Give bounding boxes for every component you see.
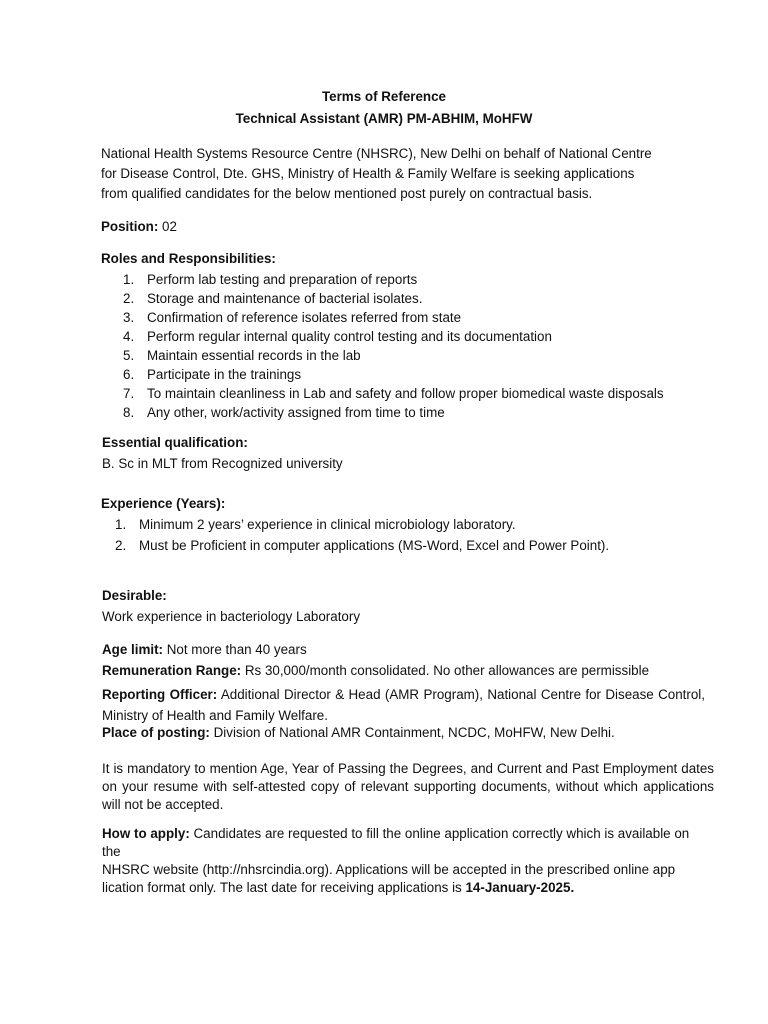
roles-heading: Roles and Responsibilities: — [101, 251, 276, 266]
list-item-text: Participate in the trainings — [147, 367, 302, 382]
apply-label: How to apply: — [102, 826, 190, 841]
list-item-number: 1. — [115, 517, 127, 532]
list-item — [101, 365, 715, 384]
mandatory-paragraph: It is mandatory to mention Age, Year of Passing the Degrees, and Current and Past Employment dates on your resume with self-attested copy of relevant supporting documents, without which applications will not be accepted. — [102, 761, 714, 812]
experience-heading: Experience (Years): — [101, 496, 226, 511]
list-item-text: Any other, work/activity assigned from time to time — [147, 405, 445, 420]
apply-line — [102, 879, 714, 897]
last-date: 14-January-2025 — [465, 880, 571, 895]
experience-section — [101, 494, 715, 557]
apply-text: Candidates are requested to fill the online application correctly which is available on the — [102, 826, 690, 859]
list-item-text: Maintain essential records in the lab — [147, 348, 361, 363]
position-label: Position: — [101, 219, 159, 234]
desirable-heading: Desirable: — [102, 588, 167, 603]
apply-paragraph — [102, 825, 714, 897]
reporting-value: Additional Director & Head (AMR Program), National Centre for Disease Control, Ministry of Health and Family Welfare. — [102, 687, 705, 723]
qualification-text: B. Sc in MLT from Recognized university — [102, 456, 343, 471]
list-item-number: 6. — [123, 367, 135, 382]
list-item — [101, 346, 715, 365]
age-line — [102, 640, 716, 659]
list-item — [101, 289, 715, 308]
age-value: Not more than 40 years — [163, 642, 307, 657]
apply-end: . — [570, 880, 575, 895]
list-item-number: 2. — [115, 538, 127, 553]
posting-value: Division of National AMR Containment, NCDC, MoHFW, New Delhi. — [209, 725, 615, 740]
list-item — [101, 327, 715, 346]
list-item-text: Perform lab testing and preparation of reports — [147, 272, 418, 287]
list-item-text: Minimum 2 years’ experience in clinical microbiology laboratory. — [139, 517, 516, 532]
intro-line: National Health Systems Resource Centre (NHSRC), New Delhi on behalf of National Centre — [101, 146, 652, 161]
list-item-number: 8. — [123, 405, 135, 420]
document-subtitle: Technical Assistant (AMR) PM-ABHIM, MoHFW — [235, 111, 533, 126]
list-item — [101, 536, 715, 555]
reporting-label: Reporting Officer: — [102, 687, 218, 702]
posting-line — [102, 723, 716, 742]
desirable-section — [102, 586, 716, 626]
remuneration-line — [102, 661, 716, 680]
intro-line: for Disease Control, Dte. GHS, Ministry of Health & Family Welfare is seeking applications — [101, 166, 635, 181]
apply-line — [102, 825, 707, 861]
list-item-text: Confirmation of reference isolates referred from state — [147, 310, 462, 325]
list-item-number: 1. — [123, 272, 135, 287]
list-item — [101, 403, 715, 422]
qualification-section — [102, 433, 716, 473]
qualification-heading: Essential qualification: — [102, 435, 248, 450]
experience-list — [101, 515, 715, 555]
list-item — [101, 515, 715, 534]
intro-paragraph — [101, 144, 715, 203]
list-item-number: 7. — [123, 386, 135, 401]
list-item-text: Perform regular internal quality control testing and its documentation — [147, 329, 552, 344]
list-item-text: Storage and maintenance of bacterial isolates. — [147, 291, 423, 306]
position-value: 02 — [158, 219, 177, 234]
list-item-number: 3. — [123, 310, 135, 325]
intro-line: from qualified candidates for the below mentioned post purely on contractual basis. — [101, 186, 593, 201]
list-item — [101, 308, 715, 327]
list-item-number: 4. — [123, 329, 135, 344]
document-title: Terms of Reference — [321, 89, 447, 104]
position-line — [101, 217, 715, 236]
age-label: Age limit: — [102, 642, 164, 657]
remuneration-label: Remuneration Range: — [102, 663, 242, 678]
list-item-number: 5. — [123, 348, 135, 363]
desirable-text: Work experience in bacteriology Laboratory — [102, 609, 361, 624]
apply-text: lication format only. The last date for receiving applications is — [102, 880, 466, 895]
posting-label: Place of posting: — [102, 725, 210, 740]
list-item-number: 2. — [123, 291, 135, 306]
list-item-text: Must be Proficient in computer applications (MS-Word, Excel and Power Point). — [139, 538, 610, 553]
list-item — [101, 270, 715, 289]
reporting-paragraph — [102, 684, 705, 726]
remuneration-value: Rs 30,000/month consolidated. No other allowances are permissible — [241, 663, 650, 678]
apply-line: NHSRC website (http://nhsrcindia.org). Applications will be accepted in the prescribed online app — [102, 862, 676, 877]
roles-list — [101, 270, 715, 422]
roles-section — [101, 249, 715, 422]
list-item-text: To maintain cleanliness in Lab and safety and follow proper biomedical waste disposals — [147, 386, 664, 401]
list-item — [101, 384, 715, 403]
